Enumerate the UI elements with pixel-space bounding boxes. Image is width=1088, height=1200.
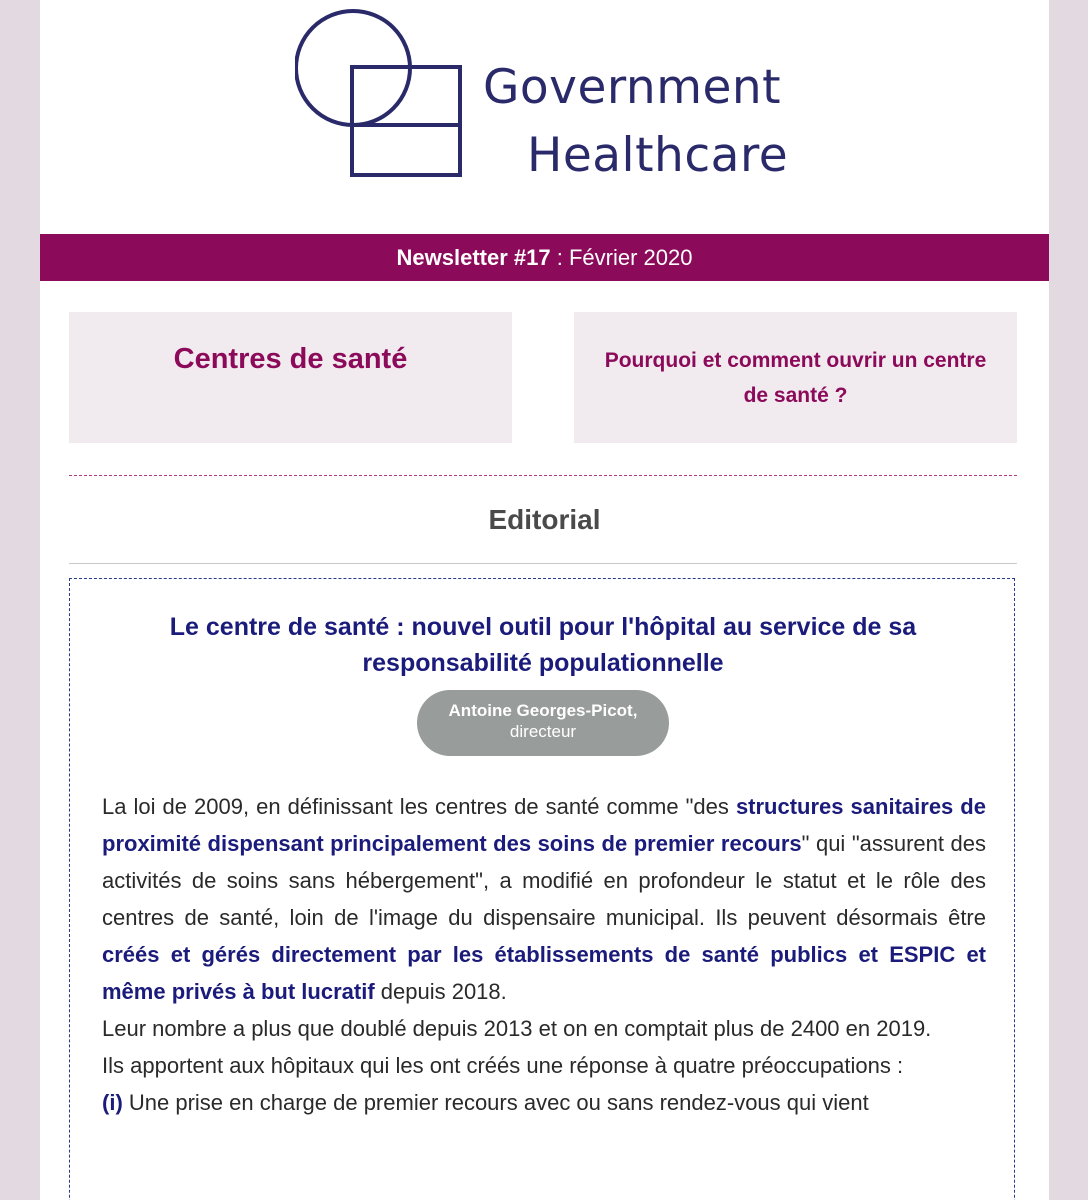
paragraph-2: Leur nombre a plus que doublé depuis 2013 et on en comptait plus de 2400 en 2019.: [102, 1016, 932, 1041]
newsletter-page: [40, 0, 1049, 1200]
article-title: Le centre de santé : nouvel outil pour l'hôpital au service de sa responsabilité populationnelle: [169, 613, 917, 677]
header-logo: [40, 0, 1049, 234]
topic-title: Centres de santé: [173, 343, 408, 375]
logo-text-line2: Healthcare: [527, 128, 789, 183]
logo-text-line1: Government: [483, 60, 782, 115]
author-name: Antoine Georges-Picot,: [448, 701, 638, 720]
list-marker: (i): [102, 1090, 123, 1115]
topic-box-right[interactable]: [574, 312, 1017, 443]
p1-text-3: depuis 2018.: [374, 979, 507, 1004]
p1-highlight-2: créés et gérés directement par les établissements de santé publics et ESPIC et même privés à but lucratif: [102, 942, 986, 1004]
paragraph-3: Ils apportent aux hôpitaux qui les ont créés une réponse à quatre préoccupations :: [102, 1053, 904, 1078]
logo-mark-icon: [295, 8, 465, 180]
p1-text-1: La loi de 2009, en définissant les centres de santé comme "des: [102, 794, 736, 819]
author-role: directeur: [509, 722, 577, 741]
editorial-article: [69, 578, 1015, 1200]
article-body: [102, 788, 986, 1121]
topic-box-left[interactable]: [69, 312, 512, 443]
author-badge: [417, 690, 669, 756]
dashed-divider: [69, 475, 1017, 476]
paragraph-4: [102, 1084, 986, 1121]
topic-question: Pourquoi et comment ouvrir un centre de santé ?: [604, 349, 987, 407]
section-title: Editorial: [488, 504, 601, 535]
paragraph-1: [102, 788, 986, 1010]
section-divider: [69, 563, 1017, 564]
p1-text-2: " qui "assurent des activités de soins sans hébergement", a modifié en profondeur le statut et le rôle des centres de santé, loin de l'image du dispensaire municipal. Ils peuvent désormais être: [102, 831, 986, 930]
newsletter-banner: [40, 234, 1049, 281]
p4-text: Une prise en charge de premier recours avec ou sans rendez-vous qui vient: [122, 1090, 869, 1115]
newsletter-date: Février 2020: [568, 244, 693, 270]
newsletter-issue: Newsletter #17: [396, 244, 551, 270]
banner-separator: :: [550, 244, 569, 270]
p1-highlight-1: structures sanitaires de proximité dispensant principalement des soins de premier recours: [102, 794, 986, 856]
